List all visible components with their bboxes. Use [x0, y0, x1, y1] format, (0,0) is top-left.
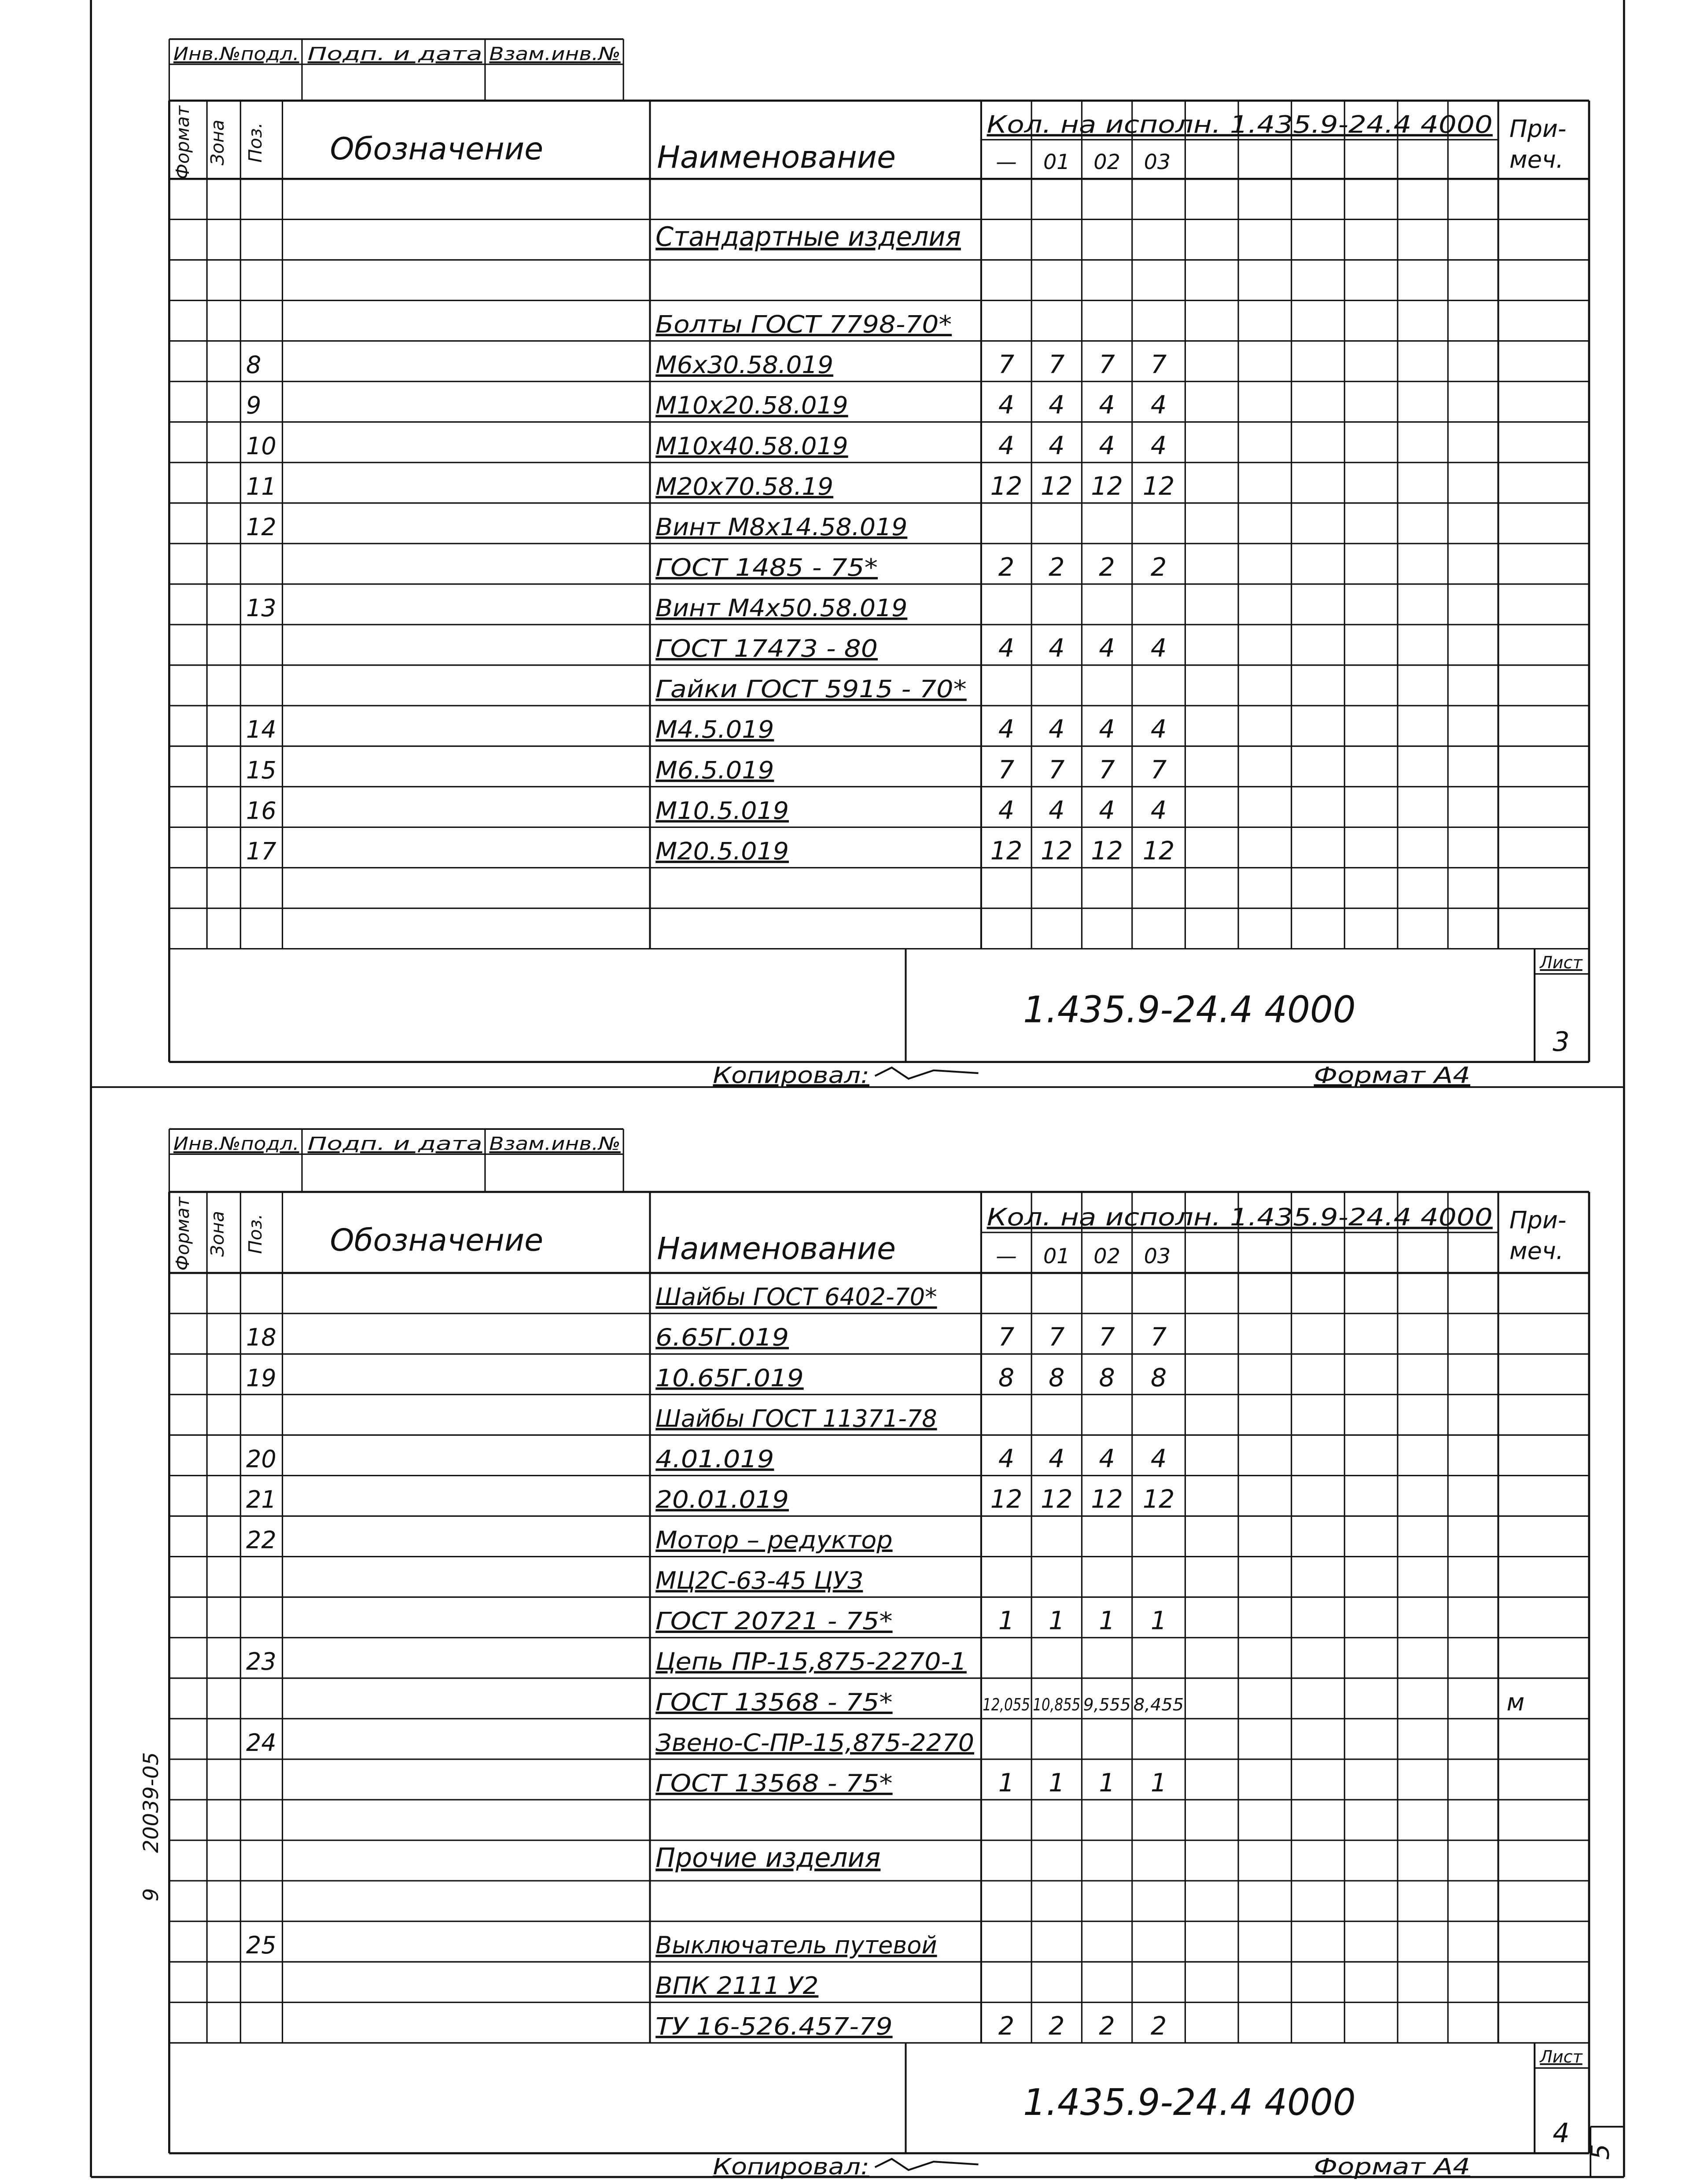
- quantity-value: 2: [1150, 552, 1167, 582]
- quantity-value: 4: [1150, 431, 1167, 460]
- variant-header: —: [996, 1244, 1017, 1268]
- note-header: [1509, 1206, 1566, 1265]
- sheet-label: Лист: [1540, 2047, 1583, 2066]
- quantity-value: 8,455: [1133, 1695, 1184, 1714]
- stamp-label: Инв.№подл.: [173, 43, 299, 65]
- variant-header: 01: [1043, 1244, 1070, 1268]
- quantity-value: 12,055: [983, 1695, 1031, 1714]
- quantity-value: 1: [1099, 1768, 1115, 1798]
- item-name: М20х70.58.19: [655, 472, 834, 500]
- quantity-value: 7: [1150, 755, 1167, 785]
- designation-header: Обозначение: [330, 131, 544, 167]
- quantity-value: 12: [1142, 836, 1175, 866]
- quantity-value: 7: [1049, 350, 1065, 379]
- document-code: 1.435.9-24.4 4000: [1023, 989, 1356, 1031]
- stamp-label: Инв.№подл.: [173, 1133, 299, 1155]
- quantity-value: 12: [1040, 836, 1073, 866]
- variant-header: 01: [1043, 150, 1070, 175]
- quantity-value: 2: [998, 552, 1015, 582]
- quantity-value: 12: [1142, 471, 1175, 501]
- note-header-line: меч.: [1509, 1237, 1564, 1265]
- quantity-value: 4: [998, 1444, 1015, 1474]
- stamp-label: Взам.инв.№: [489, 1133, 621, 1155]
- quantity-value: 2: [998, 2011, 1015, 2041]
- quantity-value: 12: [1040, 1485, 1073, 1514]
- note-header-line: меч.: [1509, 145, 1564, 173]
- item-name: Звено-С-ПР-15,875-2270: [655, 1728, 975, 1757]
- quantity-value: 4: [998, 390, 1015, 420]
- position-number: 12: [246, 513, 276, 541]
- quantity-value: 7: [998, 350, 1015, 379]
- sheet-number: 3: [1553, 1026, 1570, 1058]
- item-name: ГОСТ 17473 - 80: [655, 635, 878, 663]
- archive-number: 20039-05: [139, 1752, 164, 1853]
- position-number: 14: [246, 716, 276, 744]
- quantity-value: 4: [1049, 634, 1065, 663]
- quantity-value: 7: [998, 755, 1015, 785]
- stamp-label: Взам.инв.№: [489, 43, 621, 65]
- position-number: 21: [246, 1485, 276, 1514]
- pos-header: Поз.: [244, 122, 266, 163]
- format-header: Формат: [172, 106, 193, 180]
- quantity-value: 4: [998, 431, 1015, 460]
- quantity-value: 4: [1150, 390, 1167, 420]
- item-name: ГОСТ 1485 - 75*: [655, 553, 878, 581]
- item-name: Мотор – редуктор: [655, 1526, 893, 1554]
- quantity-value: 7: [1049, 1323, 1065, 1352]
- item-name: Винт М4х50.58.019: [655, 594, 908, 622]
- quantity-value: 12: [1091, 1485, 1123, 1514]
- signature: [875, 2159, 979, 2170]
- item-name: 20.01.019: [655, 1485, 789, 1514]
- note-value: м: [1506, 1688, 1525, 1716]
- item-name: Шайбы ГОСТ 11371-78: [655, 1405, 937, 1433]
- stamp-label: Подп. и дата: [307, 43, 482, 65]
- pos-header: Поз.: [244, 1213, 266, 1254]
- zone-header: Зона: [207, 119, 228, 165]
- quantity-value: 12: [1142, 1485, 1175, 1514]
- qty-header: Кол. на исполн. 1.435.9-24.4 4000: [987, 110, 1493, 139]
- item-name: ТУ 16-526.457-79: [655, 2012, 893, 2041]
- variant-header: 02: [1093, 1244, 1120, 1268]
- quantity-value: 1: [998, 1606, 1015, 1636]
- item-name: М10х20.58.019: [655, 391, 848, 419]
- item-name: М20.5.019: [655, 837, 789, 865]
- quantity-value: 7: [1049, 755, 1065, 785]
- quantity-value: 1: [1150, 1768, 1167, 1798]
- item-name: М6х30.58.019: [655, 351, 834, 379]
- quantity-value: 4: [1150, 634, 1167, 663]
- quantity-value: 12: [1091, 836, 1123, 866]
- quantity-value: 7: [1150, 350, 1167, 379]
- position-number: 18: [246, 1324, 276, 1352]
- item-name: ГОСТ 20721 - 75*: [655, 1607, 893, 1635]
- quantity-value: 4: [1099, 796, 1115, 825]
- position-number: 16: [246, 797, 276, 825]
- position-number: 8: [246, 351, 261, 379]
- item-name: Гайки ГОСТ 5915 - 70*: [655, 675, 967, 703]
- quantity-value: 12: [990, 1485, 1023, 1514]
- position-number: 15: [246, 756, 276, 784]
- item-name: 4.01.019: [655, 1445, 774, 1473]
- stamp-label: Подп. и дата: [307, 1133, 482, 1155]
- margin-page-number: 9: [139, 1888, 164, 1901]
- item-name: М10х40.58.019: [655, 432, 848, 460]
- quantity-value: 4: [1049, 1444, 1065, 1474]
- qty-header: Кол. на исполн. 1.435.9-24.4 4000: [987, 1203, 1493, 1232]
- item-name: 10.65Г.019: [655, 1364, 804, 1392]
- quantity-value: 7: [1099, 350, 1115, 379]
- quantity-value: 4: [998, 634, 1015, 663]
- quantity-value: 4: [1049, 390, 1065, 420]
- item-name: Выключатель путевой: [655, 1931, 937, 1960]
- position-number: 25: [246, 1931, 276, 1960]
- spec-sheet-4: [169, 1129, 1589, 2180]
- quantity-value: 4: [1099, 1444, 1115, 1474]
- quantity-value: 2: [1049, 2011, 1065, 2041]
- item-name: ГОСТ 13568 - 75*: [655, 1688, 893, 1716]
- quantity-value: 8: [1099, 1363, 1115, 1393]
- quantity-value: 1: [1049, 1768, 1065, 1798]
- quantity-value: 12: [1091, 471, 1123, 501]
- sheet-label: Лист: [1540, 953, 1583, 973]
- quantity-value: 12: [990, 471, 1023, 501]
- quantity-value: 7: [1099, 1323, 1115, 1352]
- signature: [875, 1067, 979, 1078]
- quantity-value: 8: [1049, 1363, 1065, 1393]
- corner-page-number: 5: [1586, 2144, 1615, 2160]
- item-name: М4.5.019: [655, 716, 774, 744]
- quantity-value: 4: [1099, 431, 1115, 460]
- name-header: Наименование: [657, 139, 896, 175]
- quantity-value: 1: [998, 1768, 1015, 1798]
- item-name: М10.5.019: [655, 797, 789, 825]
- document-code: 1.435.9-24.4 4000: [1023, 2081, 1356, 2124]
- copied-by-label: Копировал:: [713, 1062, 869, 1088]
- quantity-value: 4: [1049, 796, 1065, 825]
- quantity-value: 4: [998, 715, 1015, 744]
- quantity-value: 4: [1150, 715, 1167, 744]
- format-label: Формат А4: [1314, 2153, 1471, 2180]
- note-header-line: При-: [1509, 1206, 1567, 1234]
- item-name: Винт М8х14.58.019: [655, 513, 908, 541]
- quantity-value: 12: [990, 836, 1023, 866]
- format-header: Формат: [172, 1197, 193, 1271]
- quantity-value: 8: [1150, 1363, 1167, 1393]
- position-number: 20: [246, 1445, 276, 1473]
- quantity-value: 2: [1049, 552, 1065, 582]
- quantity-value: 2: [1099, 2011, 1115, 2041]
- quantity-value: 12: [1040, 471, 1073, 501]
- item-name: М6.5.019: [655, 756, 774, 784]
- quantity-value: 1: [1099, 1606, 1115, 1636]
- variant-header: 03: [1144, 1244, 1171, 1268]
- quantity-value: 4: [1150, 796, 1167, 825]
- quantity-value: 7: [998, 1323, 1015, 1352]
- quantity-value: 4: [1049, 431, 1065, 460]
- quantity-value: 7: [1099, 755, 1115, 785]
- position-number: 9: [246, 391, 261, 419]
- spec-sheet-3: [169, 39, 1589, 1088]
- position-number: 24: [246, 1728, 276, 1757]
- item-name: ВПК 2111 У2: [655, 1972, 819, 2000]
- zone-header: Зона: [207, 1211, 228, 1257]
- section-heading: Стандартные изделия: [655, 221, 961, 253]
- position-number: 23: [246, 1647, 276, 1676]
- item-name: Шайбы ГОСТ 6402-70*: [655, 1283, 937, 1311]
- quantity-value: 4: [1099, 634, 1115, 663]
- quantity-value: 9,555: [1083, 1695, 1131, 1714]
- variant-header: 03: [1144, 150, 1171, 175]
- section-heading: Прочие изделия: [655, 1842, 881, 1874]
- quantity-value: 1: [1049, 1606, 1065, 1636]
- quantity-value: 1: [1150, 1606, 1167, 1636]
- position-number: 22: [246, 1526, 276, 1554]
- quantity-value: 2: [1099, 552, 1115, 582]
- format-label: Формат А4: [1314, 1062, 1471, 1088]
- position-number: 11: [246, 472, 276, 500]
- quantity-value: 4: [1150, 1444, 1167, 1474]
- quantity-value: 4: [1099, 390, 1115, 420]
- quantity-value: 4: [1049, 715, 1065, 744]
- name-header: Наименование: [657, 1231, 896, 1267]
- quantity-value: 8: [998, 1363, 1015, 1393]
- item-name: Болты ГОСТ 7798-70*: [655, 310, 952, 338]
- quantity-value: 4: [998, 796, 1015, 825]
- variant-header: —: [996, 150, 1017, 175]
- sheet-number: 4: [1553, 2118, 1570, 2149]
- position-number: 10: [246, 432, 276, 460]
- position-number: 19: [246, 1364, 276, 1392]
- quantity-value: 10,855: [1033, 1695, 1081, 1714]
- position-number: 13: [246, 594, 276, 622]
- copied-by-label: Копировал:: [713, 2153, 869, 2180]
- quantity-value: 4: [1099, 715, 1115, 744]
- position-number: 17: [246, 837, 276, 865]
- item-name: Цепь ПР-15,875-2270-1: [655, 1647, 967, 1676]
- note-header: [1509, 115, 1566, 173]
- variant-header: 02: [1093, 150, 1120, 175]
- item-name: 6.65Г.019: [655, 1324, 789, 1352]
- designation-header: Обозначение: [330, 1222, 544, 1258]
- item-name: ГОСТ 13568 - 75*: [655, 1769, 893, 1797]
- quantity-value: 7: [1150, 1323, 1167, 1352]
- item-name: МЦ2С-63-45 ЦУЗ: [655, 1566, 863, 1595]
- note-header-line: При-: [1509, 115, 1567, 143]
- quantity-value: 2: [1150, 2011, 1167, 2041]
